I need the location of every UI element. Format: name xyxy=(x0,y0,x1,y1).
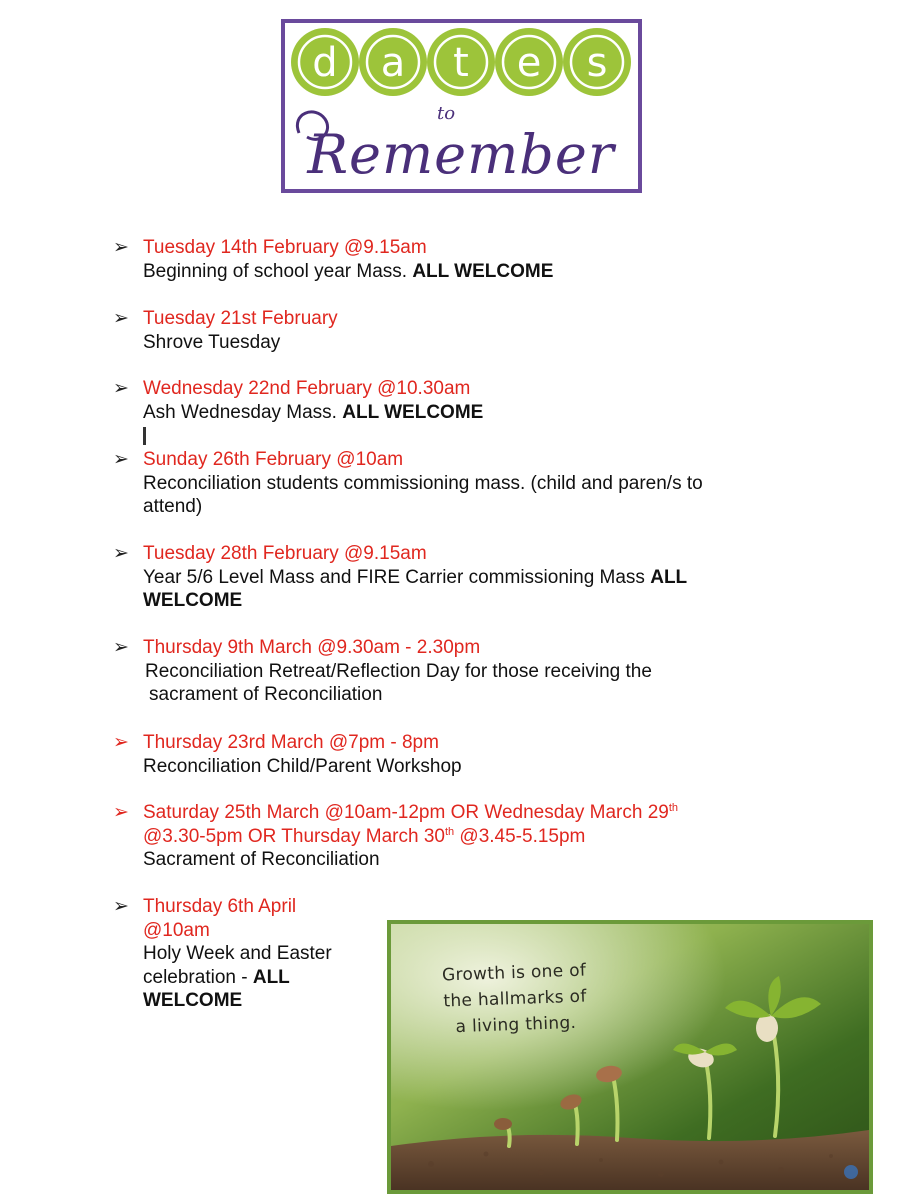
event-line-text: Ash Wednesday Mass. xyxy=(143,401,343,423)
event-description xyxy=(143,848,678,872)
event-line-text: Thursday 23rd March @7pm - 8pm xyxy=(143,732,439,753)
welcome-emphasis: ALL WELCOME xyxy=(412,260,554,282)
event-text xyxy=(143,636,652,707)
logo-artwork xyxy=(285,23,638,189)
photo-quote xyxy=(414,957,617,1042)
event-description xyxy=(143,472,703,496)
dates-to-remember-logo xyxy=(281,19,642,193)
bullet-arrow-icon: ➢ xyxy=(113,307,129,329)
ordinal-suffix: th xyxy=(444,825,455,838)
bullet-arrow-icon: ➢ xyxy=(113,636,129,658)
logo-to-text: to xyxy=(437,103,456,124)
event-line-text: Reconciliation Child/Parent Workshop xyxy=(143,755,462,777)
event-line-text: attend) xyxy=(143,496,203,517)
text-cursor xyxy=(143,427,146,445)
event-date xyxy=(143,801,678,825)
watermark-icon xyxy=(844,1165,858,1179)
event-line-text: Holy Week and Easter xyxy=(143,943,332,964)
event-date xyxy=(143,895,332,919)
event-description xyxy=(143,755,462,779)
event-text xyxy=(143,801,678,872)
event-date xyxy=(143,307,338,331)
quote-line: a living thing. xyxy=(455,1012,577,1038)
event-line-text: sacrament of Reconciliation xyxy=(149,684,383,705)
event-line-text: Thursday 9th March @9.30am - 2.30pm xyxy=(143,637,481,658)
ordinal-suffix: th xyxy=(668,802,679,814)
welcome-emphasis: WELCOME xyxy=(143,990,243,1011)
event-description xyxy=(143,942,332,966)
event-text xyxy=(143,731,462,778)
event-line-text: Beginning of school year Mass. xyxy=(143,260,413,282)
event-line-text: @10am xyxy=(143,919,210,941)
event-description xyxy=(143,331,338,355)
event-date xyxy=(143,919,332,943)
event-text xyxy=(143,448,703,519)
welcome-emphasis: ALL WELCOME xyxy=(342,401,484,423)
event-text xyxy=(143,895,332,1013)
welcome-emphasis: WELCOME xyxy=(143,590,243,611)
logo-remember-text: Remember xyxy=(307,123,615,186)
event-line-text: Wednesday 22nd February @10.30am xyxy=(143,378,471,399)
soil xyxy=(391,1130,869,1190)
event-text xyxy=(143,377,483,424)
bullet-arrow-icon: ➢ xyxy=(113,236,129,258)
logo-letter: s xyxy=(586,40,608,86)
logo-letter: e xyxy=(516,40,542,86)
event-date xyxy=(143,542,687,566)
event-line-text: @3.30-5pm OR Thursday March 30 xyxy=(143,825,445,847)
event-description xyxy=(143,966,332,990)
bullet-arrow-icon: ➢ xyxy=(113,542,129,564)
welcome-emphasis: ALL xyxy=(252,966,290,988)
event-line-text: Tuesday 28th February @9.15am xyxy=(143,543,427,564)
event-line-text: Reconciliation students commissioning mass. (child and paren/s to xyxy=(143,472,703,494)
event-text xyxy=(143,236,553,283)
event-description xyxy=(143,566,687,590)
event-line-text: Saturday 25th March @10am-12pm OR Wednesday March 29 xyxy=(143,802,669,823)
event-line-text: Shrove Tuesday xyxy=(143,331,281,353)
event-description xyxy=(143,260,553,284)
event-description xyxy=(143,683,652,707)
bullet-arrow-icon: ➢ xyxy=(113,895,129,917)
seedling-photo xyxy=(387,920,873,1194)
event-line-text: Tuesday 14th February @9.15am xyxy=(143,237,427,258)
logo-letter: a xyxy=(380,40,406,86)
welcome-emphasis: ALL xyxy=(650,566,688,588)
event-line-text: Year 5/6 Level Mass and FIRE Carrier commissioning Mass xyxy=(143,566,651,588)
bullet-arrow-icon: ➢ xyxy=(113,377,129,399)
bullet-arrow-icon: ➢ xyxy=(113,448,129,470)
event-line-text: Reconciliation Retreat/Reflection Day for those receiving the xyxy=(145,660,652,682)
event-date xyxy=(143,448,703,472)
event-description xyxy=(143,660,652,684)
event-line-text: Sunday 26th February @10am xyxy=(143,449,404,470)
event-text xyxy=(143,542,687,613)
logo-letter: d xyxy=(312,40,338,86)
event-line-text: Sacrament of Reconciliation xyxy=(143,849,380,870)
event-line-text: Tuesday 21st February xyxy=(143,308,338,329)
bullet-arrow-icon: ➢ xyxy=(113,731,129,753)
event-date xyxy=(143,825,678,849)
event-description xyxy=(143,989,332,1013)
quote-line: Growth is one of xyxy=(441,960,587,986)
event-description xyxy=(143,495,703,519)
event-description xyxy=(143,401,483,425)
logo-letter: t xyxy=(453,40,469,86)
event-line-text: @3.45-5.15pm xyxy=(454,825,586,847)
event-line-text: celebration - xyxy=(143,966,253,988)
event-description xyxy=(143,589,687,613)
bullet-arrow-icon: ➢ xyxy=(113,801,129,823)
quote-line: the hallmarks of xyxy=(443,986,587,1012)
event-line-text: Thursday 6th April xyxy=(143,896,297,917)
event-text xyxy=(143,307,338,354)
event-date xyxy=(143,636,652,660)
event-date xyxy=(143,731,462,755)
event-date xyxy=(143,236,553,260)
event-date xyxy=(143,377,483,401)
